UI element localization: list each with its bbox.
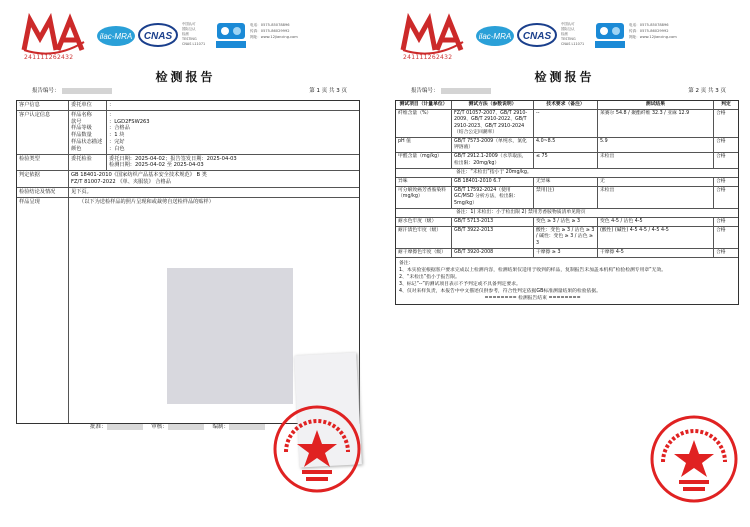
cell-requirement: 变色 ≥ 3 / 沾色 ≥ 3	[534, 218, 598, 226]
table-row	[17, 155, 359, 172]
note-line: 2、“未检出”指小于报告限。	[399, 275, 460, 281]
contact-info	[250, 22, 298, 40]
row-sublabel-list	[69, 111, 107, 154]
table-row	[17, 171, 359, 188]
cell-method: GB/T 7573-2009（单纯水，氯化钾溶液）	[452, 138, 534, 152]
cell-item: 异味	[396, 178, 452, 186]
cnas-logo	[138, 22, 178, 48]
maker-label: 编制：	[212, 424, 230, 430]
table-row	[17, 101, 359, 111]
table-note-row	[396, 209, 738, 218]
report-page-1	[4, 4, 367, 520]
contact-info	[629, 22, 677, 40]
row-value-list	[69, 171, 359, 187]
svg-text:ilac-MRA: ilac-MRA	[99, 32, 133, 41]
table-row	[396, 249, 738, 258]
cell-method: GB/T 3920-2008	[452, 249, 534, 257]
value-line: ：合格品	[109, 125, 130, 132]
inspection-seal	[272, 404, 362, 494]
cnas-caption-line: TESTING	[561, 37, 576, 41]
notes-row	[396, 258, 738, 304]
note-line: 3、标记“--”的测试项目表示不予判定或不具备判定要求。	[399, 282, 521, 288]
cell-requirement: 禁用(注)	[534, 187, 598, 208]
cell-method: GB/T 5713-2013	[452, 218, 534, 226]
cnas-caption-line: CNAS L11071	[561, 42, 585, 46]
table-note-row	[396, 169, 738, 178]
cell-method: GB/T 17592-2024（使用 GC/MSD 分析方法，检出限：5mg/kg）	[452, 187, 534, 208]
note-line: 备注：	[399, 261, 414, 267]
redacted-signature	[229, 424, 265, 430]
report-end-line: ======== 检测报告结束 ========	[484, 296, 581, 302]
sublabel-line: 样品名称	[71, 111, 92, 118]
report-header	[383, 8, 746, 66]
value-line: ：1 块	[109, 132, 125, 139]
cell-item: pH 值	[396, 138, 452, 152]
cma-number: 241111262432	[24, 54, 74, 61]
cell-requirement: 无异味	[534, 178, 598, 186]
cell-result: 干摩擦 4-5	[598, 249, 714, 257]
cell-item: 甲醛含量（mg/kg）	[396, 153, 452, 167]
cell-judge: 合格	[716, 249, 726, 255]
cnas-caption-line: 中国认可	[561, 22, 575, 26]
sublabel-line: 颜色	[71, 145, 82, 152]
cell-result: 5.9	[598, 138, 714, 152]
cnas-caption-line: TESTING	[182, 37, 197, 41]
report-number	[411, 86, 491, 94]
table-row	[396, 227, 738, 249]
cell-result: 无	[598, 178, 714, 186]
cma-number: 241111262432	[403, 54, 453, 61]
ilac-mra-logo	[475, 24, 515, 48]
ecommerce-testing-logo	[216, 22, 246, 50]
report-page-2	[383, 4, 746, 520]
sublabel-line: 样品数量	[71, 132, 92, 139]
redacted-signature	[168, 424, 204, 430]
value-line: FZ/T 81007-2022 《单、夹服装》 合格品	[71, 178, 171, 185]
note-line: 1、本实验室根据客户要求完成以上检测内容，检测结果仅适用于收到的样品，复制报告未加盖本机构“检验检测专用章”无效。	[399, 268, 667, 274]
cell-result: 未检出	[598, 153, 714, 167]
photo-caption: （以下为送检样品的照片呈现和或裁剪自送检样品的贴样）	[79, 198, 214, 205]
cell-judge: 合格	[716, 139, 726, 145]
contact-line: 网址：www.12jiancing.com	[629, 35, 677, 39]
cell-requirement: 干摩擦 ≥ 3	[534, 249, 598, 257]
sample-photo	[167, 268, 293, 404]
column-header: 技术要求（备注）	[534, 101, 598, 109]
report-table	[16, 100, 360, 424]
ilac-mra-logo	[96, 24, 136, 48]
report-header	[4, 8, 367, 66]
sublabel-line: 样品状态描述	[71, 138, 103, 145]
results-table	[395, 100, 739, 305]
contact-line: 网址：www.12jiancing.com	[250, 35, 298, 39]
cell-note: 备注：“未检出”指小于 20mg/kg。	[456, 169, 532, 175]
row-label: 判定依据	[17, 171, 69, 187]
cell-result: (酸性) (碱性) 4-5 4-5 / 4-5 4-5	[598, 227, 714, 248]
column-header: 测试结果	[598, 101, 714, 109]
value-line: 委托日期：2025-04-02；报告签发日期：2025-04-03	[109, 155, 237, 162]
value-line: ：白色	[109, 145, 125, 152]
cell-result: 莱赛尔 54.8 / 聚酯纤维 32.3 / 亚麻 12.9	[598, 110, 714, 137]
page-indicator: 第 2 页 共 3 页	[688, 88, 726, 94]
cell-judge: 合格	[716, 111, 726, 117]
row-label: 客户认定信息	[17, 111, 69, 154]
row-label: 检验类型	[17, 155, 69, 171]
cnas-caption	[561, 22, 584, 47]
cnas-logo	[517, 22, 557, 48]
row-value: ：	[109, 102, 115, 108]
row-label: 样品呈现	[17, 198, 69, 423]
cell-method: GB 18401-2010 6.7	[452, 178, 534, 186]
cell-item: 耐干摩擦色牢度（级）	[396, 249, 452, 257]
ecommerce-testing-logo	[595, 22, 625, 50]
cnas-caption-line: 国际互认	[182, 27, 196, 31]
cell-note: 备注：1) 未检出：小于检出限 2) 禁用芳香胺物质清单见附页	[456, 209, 586, 215]
table-row	[396, 187, 738, 209]
cell-result: 未检出	[598, 187, 714, 208]
cnas-caption	[182, 22, 205, 47]
row-label: 检验结论及情况	[17, 188, 69, 197]
table-row	[396, 153, 738, 168]
cell-item: 耐水色牢度（级）	[396, 218, 452, 226]
cell-method: GB/T 2912.1-2009（水萃取法，检出限：20mg/kg）	[452, 153, 534, 167]
cell-judge: 合格	[716, 228, 726, 234]
column-header: 判定	[721, 102, 731, 107]
report-meta	[32, 86, 353, 96]
row-value-list	[107, 155, 359, 171]
row-sublabel: 委托检验	[69, 155, 107, 171]
report-meta	[411, 86, 732, 96]
redacted-signature	[107, 424, 143, 430]
cell-requirement: --	[534, 110, 598, 137]
contact-line: 电话：0575-85078896	[250, 23, 290, 27]
row-label: 客户信息	[17, 101, 69, 110]
column-header: 测试项目（计量单位）	[396, 101, 452, 109]
redacted-report-number	[441, 88, 491, 94]
cell-judge: 合格	[716, 179, 726, 185]
table-row	[396, 110, 738, 138]
cma-logo	[20, 12, 88, 60]
value-line: ：完好	[109, 138, 125, 145]
table-row	[17, 198, 359, 423]
page-title: 检测报告	[534, 70, 595, 84]
table-row	[396, 218, 738, 227]
table-row	[396, 178, 738, 187]
sample-photo-area	[69, 198, 359, 423]
contact-line: 传真：0575-86029992	[250, 29, 290, 33]
column-header: 测试方法（参数说明）	[452, 101, 534, 109]
row-sublabel: 委托单位	[69, 101, 107, 110]
cma-logo	[399, 12, 467, 60]
cell-judge: 合格	[716, 154, 726, 160]
table-row	[17, 188, 359, 198]
sublabel-line: 样品等级	[71, 125, 92, 132]
svg-text:CNAS: CNAS	[143, 31, 173, 42]
table-row	[17, 111, 359, 155]
sublabel-line: 款号	[71, 118, 82, 125]
cell-requirement: ≤ 75	[534, 153, 598, 167]
report-number-label: 报告编号：	[32, 88, 60, 94]
row-value-list	[107, 111, 359, 154]
cell-requirement: 4.0~8.5	[534, 138, 598, 152]
row-value: 见下页。	[71, 188, 92, 195]
contact-line: 电话：0575-85078896	[629, 23, 669, 27]
audit-label: 审核：	[151, 424, 168, 430]
table-header-row	[396, 101, 738, 110]
value-line: ：LGD2FSW263	[109, 118, 150, 125]
page-title: 检测报告	[155, 70, 216, 84]
cell-item: 可分解致癌芳香胺染料（mg/kg）	[396, 187, 452, 208]
cell-item: 纤维含量（%）	[396, 110, 452, 137]
page-indicator: 第 1 页 共 3 页	[309, 88, 347, 94]
svg-text:ilac-MRA: ilac-MRA	[478, 32, 512, 41]
cell-judge: 合格	[716, 219, 726, 225]
cnas-caption-line: 国际互认	[561, 27, 575, 31]
cell-method: GB/T 3922-2013	[452, 227, 534, 248]
note-line: 4、仅对来样负责，本报告中中文描述仅供参考，符合性判定依据GB标准测量结果的检验依据。	[399, 289, 601, 295]
redacted-report-number	[62, 88, 112, 94]
report-notes	[396, 258, 669, 304]
cell-result: 变色 4-5 / 沾色 4-5	[598, 218, 714, 226]
cnas-caption-line: 中国认可	[182, 22, 196, 26]
cnas-caption-line: CNAS L11071	[182, 42, 206, 46]
value-line: GB 18401-2010《国家纺织产品基本安全技术规范》 B 类	[71, 172, 207, 179]
value-line: 检测日期：2025-04-02 至 2025-04-03	[109, 162, 204, 169]
report-number	[32, 86, 112, 94]
table-row	[396, 138, 738, 153]
cnas-caption-line: 检测	[182, 32, 189, 36]
cell-method: FZ/T 01057-2007、GB/T 2910-2009、GB/T 2910-2022、GB/T 2910-2023、GB/T 2910-2024（结合公定回潮率）	[452, 110, 534, 137]
cell-item: 耐汗渍色牢度（级）	[396, 227, 452, 248]
cnas-caption-line: 检测	[561, 32, 568, 36]
cell-judge: 合格	[716, 188, 726, 194]
svg-text:CNAS: CNAS	[522, 31, 552, 42]
contact-line: 传真：0575-86029992	[629, 29, 669, 33]
inspection-seal	[649, 414, 739, 504]
sign-label: 批准：	[90, 424, 107, 430]
report-number-label: 报告编号：	[411, 88, 439, 94]
value-line: ：	[109, 111, 115, 118]
cell-requirement: 酸性：变色 ≥ 3 / 沾色 ≥ 3 / 碱性：变色 ≥ 3 / 沾色 ≥ 3	[534, 227, 598, 248]
